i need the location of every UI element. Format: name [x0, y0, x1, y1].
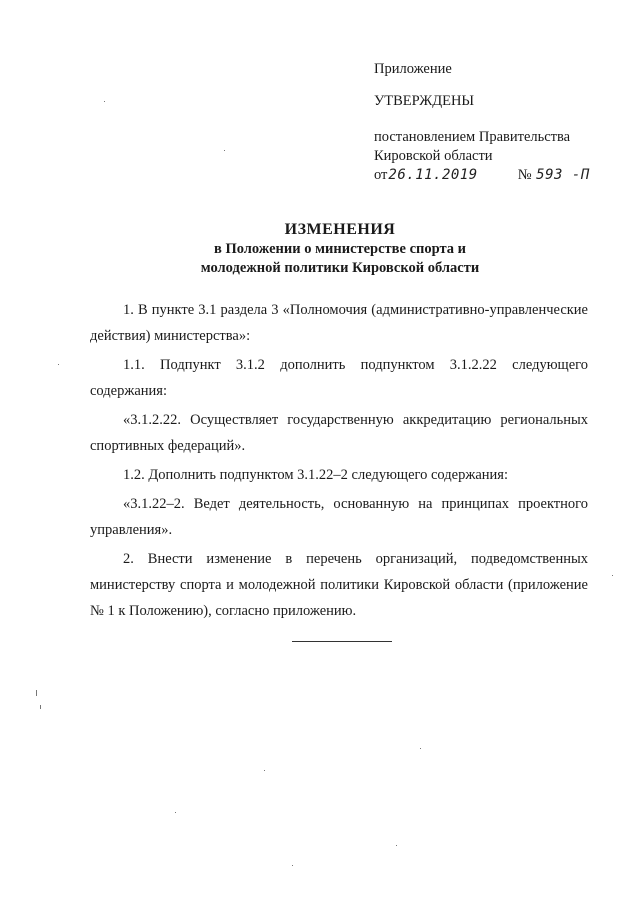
paragraph-2: 2. Внести изменение в перечень организаций, подведомственных министерству спорта и молодежной политики Кировской области (приложение № 1 к Положению), согласно приложению.: [90, 551, 588, 619]
scan-speck: [58, 364, 59, 365]
paragraph-quote-2: «3.1.22–2. Ведет деятельность, основанную на принципах проектного управления».: [90, 496, 588, 538]
document-heading: ИЗМЕНЕНИЯ: [284, 221, 396, 238]
end-divider: [292, 641, 392, 642]
number-label: №: [517, 167, 532, 183]
scan-speck: [396, 845, 397, 846]
date-number-row: [374, 166, 614, 185]
handwritten-date: 26.11.2019: [388, 167, 478, 183]
scan-speck: [292, 865, 293, 866]
paragraph-quote-1: «3.1.2.22. Осуществляет государственную аккредитацию региональных спортивных федераций».: [90, 412, 588, 454]
title-block: [90, 220, 590, 278]
document-subheading-1: в Положении о министерстве спорта и: [213, 241, 467, 257]
scan-speck: [264, 770, 265, 771]
approval-block: [374, 60, 614, 185]
scan-speck: [175, 812, 176, 813]
scan-speck: [224, 150, 225, 151]
paragraph-1-2: 1.2. Дополнить подпунктом 3.1.22–2 следующего содержания:: [123, 467, 508, 483]
scan-speck: [104, 101, 105, 102]
paragraph-1-1: 1.1. Подпункт 3.1.2 дополнить подпунктом 3.1.2.22 следующего содержания:: [90, 357, 588, 399]
document-body: [90, 297, 588, 624]
decree-line-1: постановлением Правительства: [374, 129, 571, 145]
date-prefix: от: [374, 167, 388, 183]
appendix-label: Приложение: [374, 61, 452, 77]
decree-line-2: Кировской области: [374, 148, 493, 164]
handwritten-number: 593 -П: [536, 167, 590, 183]
scan-speck: [420, 748, 421, 749]
paragraph-1: 1. В пункте 3.1 раздела 3 «Полномочия (административно-управленческие действия) министерства»:: [90, 302, 588, 344]
document-subheading-2: молодежной политики Кировской области: [200, 260, 480, 276]
scan-speck: [40, 705, 41, 709]
scan-speck: [36, 690, 37, 696]
approved-label: УТВЕРЖДЕНЫ: [374, 93, 475, 109]
scan-speck: [612, 575, 613, 576]
